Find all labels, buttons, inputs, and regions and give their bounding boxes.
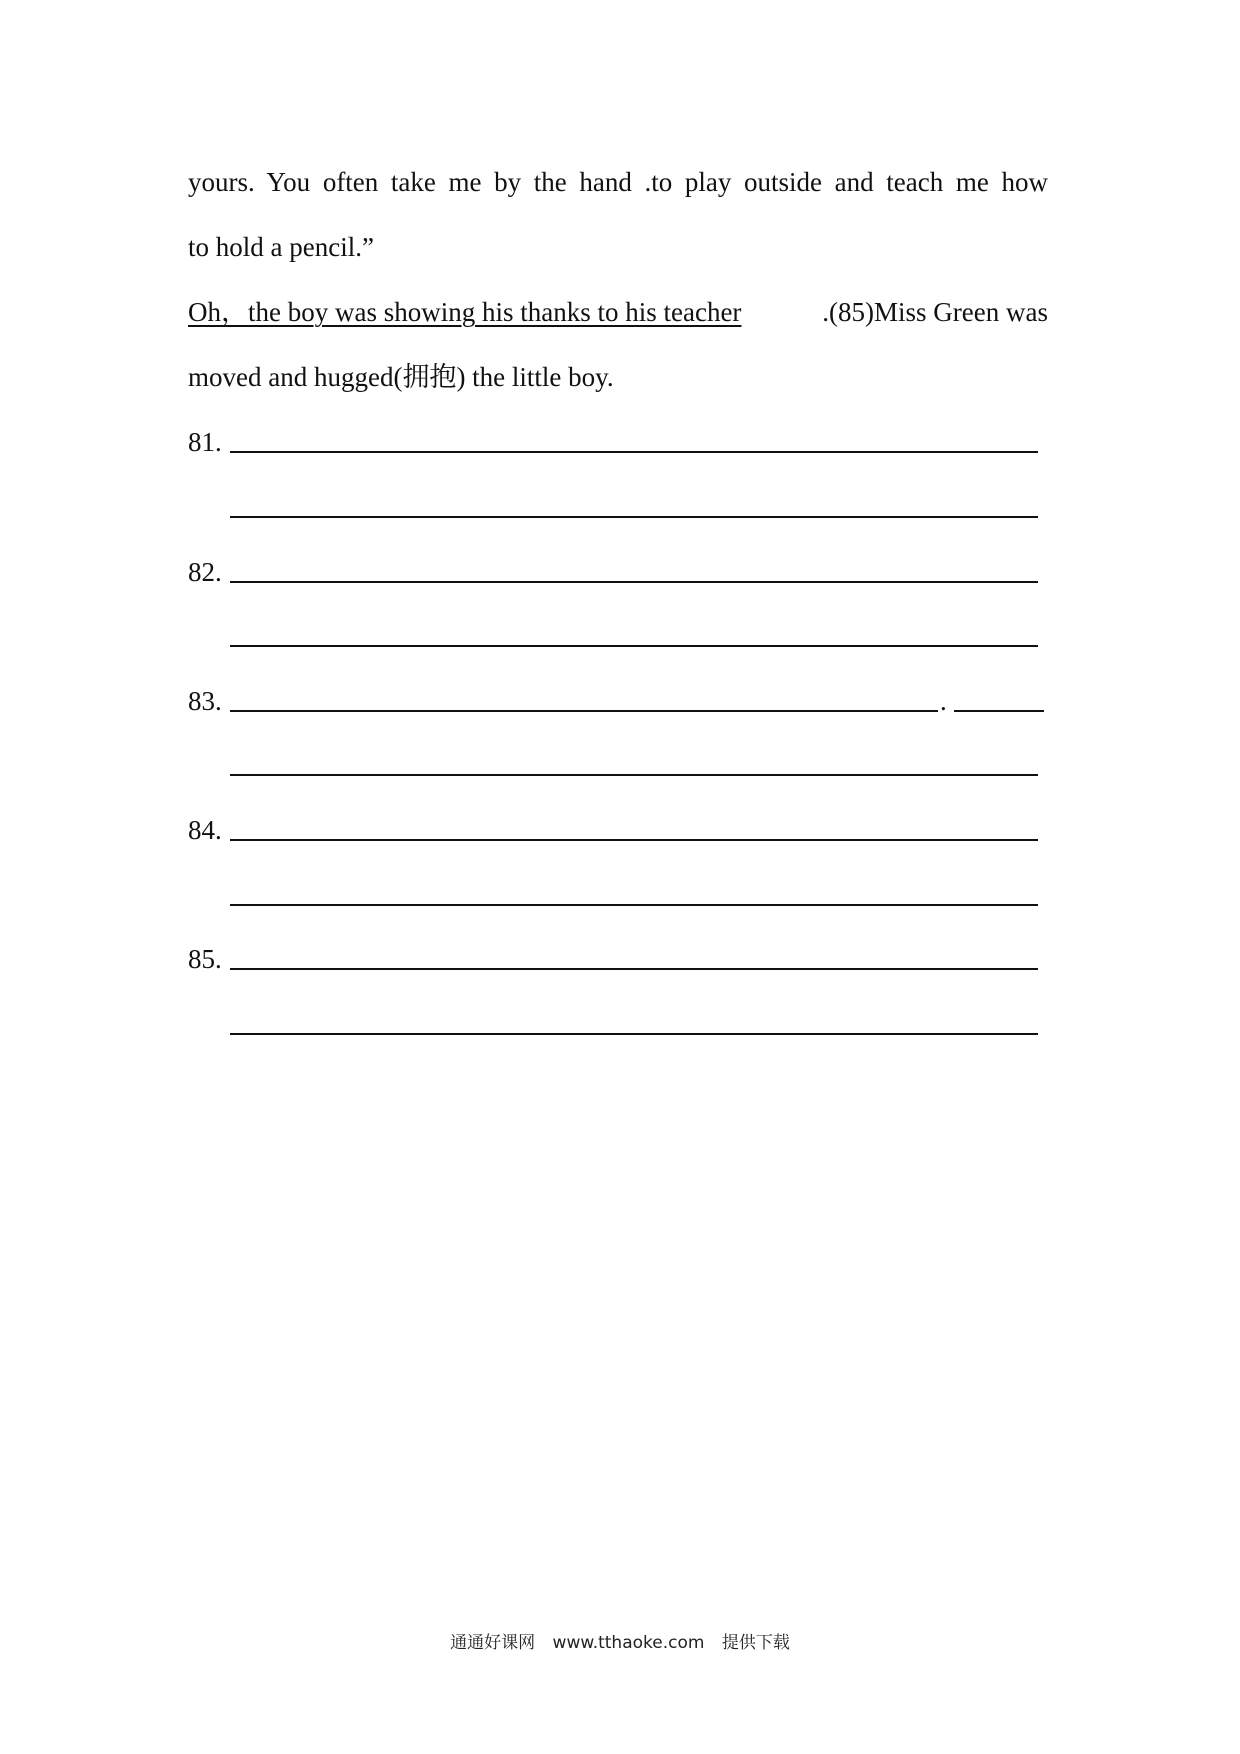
- underlined-sentence: Oh，the boy was showing his thanks to his teacher: [188, 297, 742, 327]
- answer-81: [188, 425, 1058, 459]
- passage-line-3-rest: .(85)Miss Green was: [822, 297, 1048, 327]
- answer-85-line-2[interactable]: [230, 1033, 1038, 1035]
- answer-83-separator: .: [940, 686, 947, 716]
- answer-number: 83.: [188, 686, 222, 716]
- answer-82-line-2[interactable]: [230, 645, 1038, 647]
- answer-85: [188, 942, 1058, 976]
- answer-number: 82.: [188, 557, 222, 587]
- passage-line-2: to hold a pencil.”: [188, 232, 374, 262]
- answer-83-line-2[interactable]: [230, 774, 1038, 776]
- answer-81-line-1[interactable]: [230, 451, 1038, 453]
- passage-line-3: [188, 295, 1048, 329]
- answer-81-line-2[interactable]: [230, 516, 1038, 518]
- answer-83: [188, 684, 1058, 718]
- answer-83-line-1b[interactable]: [954, 710, 1044, 712]
- answer-number: 81.: [188, 427, 222, 457]
- footer-site-name: 通通好课网: [450, 1633, 536, 1653]
- passage-line-4: moved and hugged(拥抱) the little boy.: [188, 362, 614, 392]
- footer-url[interactable]: www.tthaoke.com: [552, 1633, 705, 1653]
- answer-number: 84.: [188, 815, 222, 845]
- passage-line-1: yours. You often take me by the hand .to play outside and teach me how: [188, 167, 1048, 197]
- answer-83-line-1a[interactable]: [230, 710, 938, 712]
- page-footer: [0, 1628, 1240, 1653]
- answer-84-line-1[interactable]: [230, 839, 1038, 841]
- answer-84: [188, 813, 1058, 847]
- answer-82-line-1[interactable]: [230, 581, 1038, 583]
- answer-84-line-2[interactable]: [230, 904, 1038, 906]
- footer-suffix: 提供下载: [721, 1633, 790, 1653]
- answer-82: [188, 555, 1058, 589]
- answer-number: 85.: [188, 944, 222, 974]
- answer-85-line-1[interactable]: [230, 968, 1038, 970]
